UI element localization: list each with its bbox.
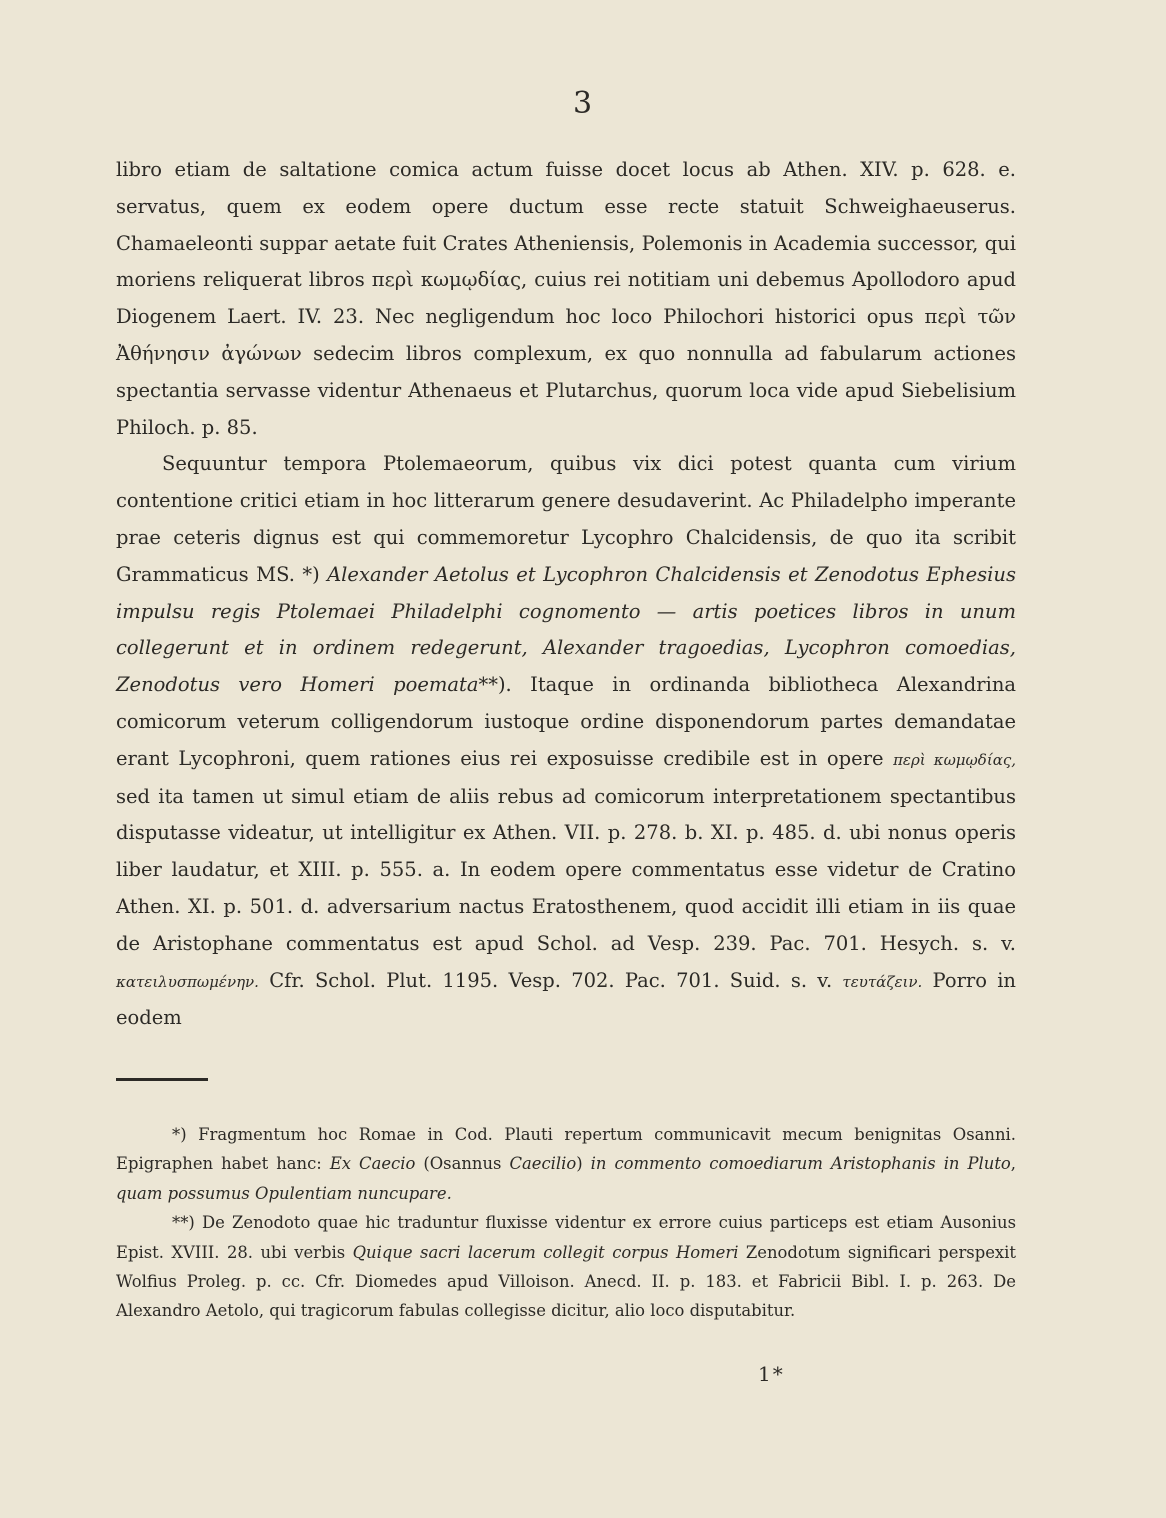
- footnote-1-part-d: ,: [1010, 1154, 1016, 1174]
- paragraph-2-part-d: Cfr. Schol. Plut. 1195. Vesp. 702. Pac. 701. Suid. s. v.: [258, 968, 843, 992]
- paragraph-2: [116, 446, 1016, 1037]
- paragraph-2-part-e: Porro in eodem: [116, 968, 1016, 1030]
- signature-mark: 1*: [758, 1362, 785, 1386]
- footnote-1-italic-2: Caecilio: [509, 1154, 577, 1174]
- footnote-2-part-b: Zenodotum significari perspexit Wolfius Proleg. p. cc. Cfr. Diomedes apud Villoison. Anecd. II. p. 183. et Fabricii Bibl. I. p. 263. De Alexandro Aetolo, qui tragicorum fabulas collegisse dicitur, alio loco disputabitur.: [116, 1242, 1016, 1321]
- page-number: 3: [572, 86, 594, 121]
- footnotes: [116, 1120, 1016, 1326]
- footnote-1-italic-3: in commento comoediarum Aristophanis in Pluto: [590, 1154, 1011, 1174]
- grammaticus-quote: Alexander Aetolus et Lycophron Chalcidensis et Zenodotus Ephesius impulsu regis Ptolemaei Philadelphi cognomento — artis poetices libros in unum collegerunt et in ordinem redegerunt, Alexander tragoedias, Lycophron comoedias, Zenodotus vero Homeri poemata: [116, 562, 1016, 697]
- main-text: [116, 152, 1016, 1037]
- paragraph-2-part-b: **). Itaque in ordinanda bibliotheca Alexandrina comicorum veterum colligendorum iustoque ordine disponendorum partes demandatae erant Lycophroni, quem rationes eius rei exposuisse credibile est in opere: [116, 673, 1016, 770]
- paragraph-2-part-a: Sequuntur tempora Ptolemaeorum, quibus vix dici potest quanta cum virium contentione critici etiam in hoc litterarum genere desudaverint. Ac Philadelpho imperante prae ceteris dignus est qui commemoretur Lycophro Chalcidensis, de quo ita scribit Grammaticus MS. *): [116, 452, 1016, 586]
- footnote-1-italic-4: quam possumus Opulentiam nuncupare.: [116, 1183, 452, 1203]
- footnote-2-part-a: **) De Zenodoto quae hic traduntur fluxisse videntur ex errore cuius particeps est etiam Ausonius Epist. XVIII. 28. ubi verbis: [116, 1213, 1016, 1262]
- greek-phrase-1: περὶ κωμῳδίας,: [893, 750, 1016, 769]
- greek-phrase-3: τευτάζειν.: [842, 972, 923, 991]
- greek-phrase-2: κατειλυσπωμένην.: [116, 972, 259, 991]
- footnote-2: [116, 1208, 1016, 1326]
- footnote-1-part-a: *) Fragmentum hoc Romae in Cod. Plauti repertum communicavit mecum benignitas Osanni. Epigraphen habet hanc:: [116, 1125, 1016, 1174]
- footnote-divider: [116, 1078, 208, 1081]
- footnote-2-italic-1: Quique sacri lacerum collegit corpus Homeri: [352, 1242, 739, 1262]
- paragraph-2-part-c: sed ita tamen ut simul etiam de aliis rebus ad comicorum interpretationem spectantibus disputasse videatur, ut intelligitur ex Athen. VII. p. 278. b. XI. p. 485. d. ubi nonus operis liber laudatur, et XIII. p. 555. a. In eodem opere commentatus esse videtur de Cratino Athen. XI. p. 501. d. adversarium nactus Eratosthenem, quod accidit illi etiam in iis quae de Aristophane commentatus est apud Schol. ad Vesp. 239. Pac. 701. Hesych. s. v.: [116, 784, 1016, 955]
- paragraph-1: libro etiam de saltatione comica actum fuisse docet locus ab Athen. XIV. p. 628. e. servatus, quem ex eodem opere ductum esse recte statuit Schweighaeuserus. Chamaeleonti suppar aetate fuit Crates Atheniensis, Polemonis in Academia successor, qui moriens reliquerat libros περὶ κωμῳδίας, cuius rei notitiam uni debemus Apollodoro apud Diogenem Laert. IV. 23. Nec negligendum hoc loco Philochori historici opus περὶ τῶν Ἀθήνησιν ἀγώνων sedecim libros complexum, ex quo nonnulla ad fabularum actiones spectantia servasse videntur Athenaeus et Plutarchus, quorum loca vide apud Siebelisium Philoch. p. 85.: [116, 158, 1016, 439]
- footnote-1-italic-1: Ex Caecio: [329, 1154, 416, 1174]
- footnote-1-part-b: (Osannus: [415, 1154, 510, 1174]
- footnote-1: [116, 1120, 1016, 1208]
- footnote-1-part-c: ): [576, 1154, 591, 1174]
